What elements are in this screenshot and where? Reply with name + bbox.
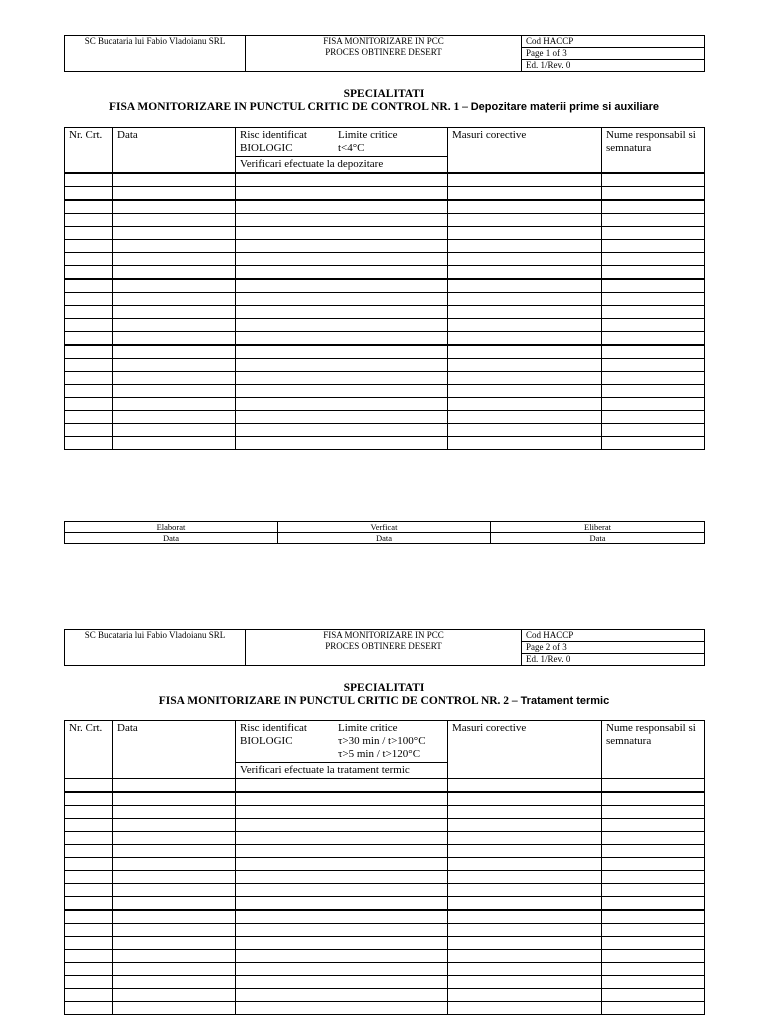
table-row [65,200,705,214]
table-row [65,293,705,306]
col-data: Data [113,721,236,779]
table-cell [113,306,236,319]
table-cell [65,832,113,845]
table-cell [448,306,602,319]
col-responsabil: Nume responsabil si semnatura [602,721,705,779]
limit-value-2: τ>5 min / t>120°C [338,748,421,760]
form-title-line-1: FISA MONITORIZARE IN PCC [323,36,444,46]
table-cell [236,924,448,937]
heading-main: FISA MONITORIZARE IN PUNCTUL CRITIC DE CONTROL NR. 2 – [158,695,521,707]
table-cell [602,976,705,989]
table-cell [236,437,448,450]
table-cell [113,976,236,989]
table-cell [65,897,113,911]
verificat-data: Data [278,533,491,544]
table-cell [448,858,602,871]
table-cell [602,306,705,319]
table-cell [113,385,236,398]
table-cell [65,398,113,411]
table-cell [65,319,113,332]
table-cell [236,884,448,897]
table-cell [602,385,705,398]
table-cell [236,398,448,411]
table-cell [602,871,705,884]
table-cell [602,332,705,346]
table-cell [236,359,448,372]
table-cell [65,437,113,450]
table-row [65,832,705,845]
table-row [65,792,705,806]
table-cell [602,424,705,437]
table-cell [65,910,113,924]
table-cell [236,963,448,976]
table-cell [65,266,113,280]
table-cell [113,332,236,346]
table-cell [448,819,602,832]
verificari-label: Verificari efectuate la tratament termic [236,763,448,779]
table-row [65,1002,705,1015]
table-row [65,385,705,398]
table-cell [65,779,113,793]
table-cell [113,910,236,924]
table-cell [448,989,602,1002]
table-cell [448,372,602,385]
form-heading-2 [0,695,768,708]
table-cell [448,200,602,214]
table-cell [448,411,602,424]
table-cell [448,924,602,937]
monitoring-table-1 [64,127,705,450]
table-row [65,345,705,359]
table-cell [113,963,236,976]
form-title-line-1: FISA MONITORIZARE IN PCC [323,630,444,640]
table-row [65,227,705,240]
table-cell [113,227,236,240]
form-title-line-2: PROCES OBTINERE DESERT [325,47,442,57]
verificari-label: Verificari efectuate la depozitare [236,157,448,174]
table-row [65,871,705,884]
table-cell [236,845,448,858]
table-cell [65,214,113,227]
col-risc [236,128,448,157]
table-cell [236,424,448,437]
table-cell [65,253,113,266]
monitoring-table-2 [64,720,705,1015]
table-cell [236,266,448,280]
table-cell [448,937,602,950]
table-cell [65,372,113,385]
table-cell [113,359,236,372]
table-cell [113,372,236,385]
table-cell [65,200,113,214]
table-row [65,779,705,793]
page-number: Page 2 of 3 [522,642,705,654]
table-cell [65,411,113,424]
table-cell [65,806,113,819]
table-cell [602,950,705,963]
table-cell [113,845,236,858]
table-cell [448,845,602,858]
col-nr: Nr. Crt. [65,721,113,779]
table-cell [602,266,705,280]
table-cell [448,385,602,398]
table-cell [602,819,705,832]
table-cell [602,279,705,293]
table-cell [113,950,236,963]
table-cell [113,319,236,332]
col-risc [236,721,448,763]
table-cell [113,266,236,280]
table-cell [236,279,448,293]
table-row [65,306,705,319]
table-cell [65,858,113,871]
table-cell [448,319,602,332]
table-row [65,819,705,832]
table-cell [113,214,236,227]
table-cell [602,173,705,187]
table-cell [602,253,705,266]
table-cell [236,200,448,214]
table-cell [448,214,602,227]
table-cell [113,989,236,1002]
table-cell [65,359,113,372]
cod-haccp: Cod HACCP [522,36,705,48]
eliberat-data: Data [491,533,705,544]
table-cell [113,437,236,450]
table-cell [448,1002,602,1015]
table-cell [65,845,113,858]
table-row [65,897,705,911]
table-cell [602,832,705,845]
table-cell [65,884,113,897]
table-cell [448,227,602,240]
table-cell [65,306,113,319]
cod-haccp: Cod HACCP [522,630,705,642]
limite-label: Limite critice [338,722,398,734]
table-row [65,950,705,963]
heading-main: FISA MONITORIZARE IN PUNCTUL CRITIC DE CONTROL NR. 1 – [108,101,471,113]
table-cell [236,1002,448,1015]
form-heading-1 [0,101,768,114]
table-cell [65,173,113,187]
table-cell [448,359,602,372]
table-cell [602,937,705,950]
table-cell [113,424,236,437]
table-cell [65,293,113,306]
table-cell [448,424,602,437]
table-cell [602,345,705,359]
table-cell [602,897,705,911]
table-cell [602,779,705,793]
table-cell [65,240,113,253]
table-cell [448,910,602,924]
page-number: Page 1 of 3 [522,48,705,60]
table-cell [448,832,602,845]
table-cell [448,806,602,819]
table-cell [236,293,448,306]
table-cell [236,871,448,884]
table-cell [448,240,602,253]
table-row [65,989,705,1002]
table-cell [113,819,236,832]
col-responsabil: Nume responsabil si semnatura [602,128,705,174]
eliberat-label: Eliberat [491,522,705,533]
table-row [65,253,705,266]
risc-label: Risc identificat [240,129,307,141]
page-header-1 [64,35,705,72]
table-cell [602,806,705,819]
table-row [65,359,705,372]
table-cell [602,293,705,306]
page-header-2 [64,629,705,666]
table-row [65,845,705,858]
table-cell [113,411,236,424]
table-cell [113,279,236,293]
table-cell [448,950,602,963]
col-data: Data [113,128,236,174]
table-cell [602,989,705,1002]
table-cell [602,411,705,424]
table-cell [113,792,236,806]
table-row [65,240,705,253]
section-title-2: SPECIALITATI [343,682,425,694]
table-row [65,398,705,411]
table-cell [65,924,113,937]
table-cell [113,345,236,359]
table-cell [602,200,705,214]
table-cell [236,910,448,924]
table-cell [448,792,602,806]
table-cell [113,187,236,201]
table-cell [236,950,448,963]
table-cell [65,819,113,832]
signature-box [64,521,705,544]
table-cell [602,398,705,411]
table-cell [113,293,236,306]
table-cell [448,173,602,187]
table-cell [448,884,602,897]
table-row [65,924,705,937]
table-cell [65,792,113,806]
table-row [65,884,705,897]
table-cell [602,1002,705,1015]
table-cell [602,319,705,332]
table-cell [602,227,705,240]
table-cell [236,989,448,1002]
table-row [65,937,705,950]
edition: Ed. 1/Rev. 0 [522,654,705,666]
table-cell [236,385,448,398]
table-cell [236,897,448,911]
table-row [65,372,705,385]
table-cell [448,293,602,306]
table-cell [113,253,236,266]
table-cell [602,963,705,976]
table-cell [236,372,448,385]
table-row [65,858,705,871]
table-cell [602,214,705,227]
table-cell [236,214,448,227]
col-nr: Nr. Crt. [65,128,113,174]
table-cell [113,937,236,950]
table-cell [236,306,448,319]
table-cell [113,924,236,937]
table-cell [236,227,448,240]
limit-value-1: τ>30 min / t>100°C [338,735,426,747]
table-cell [113,173,236,187]
table-cell [602,359,705,372]
table-row [65,976,705,989]
table-cell [65,385,113,398]
table-cell [448,871,602,884]
table-cell [65,950,113,963]
company-name: SC Bucataria lui Fabio Vladoianu SRL [65,36,246,72]
risc-label: Risc identificat [240,722,307,734]
table-cell [65,1002,113,1015]
table-row [65,187,705,201]
table-cell [448,976,602,989]
table-cell [236,779,448,793]
table-cell [236,976,448,989]
table-cell [113,884,236,897]
table-cell [602,372,705,385]
table-cell [602,792,705,806]
table-cell [448,897,602,911]
table-cell [113,200,236,214]
heading-emphasis: Tratament termic [520,695,610,707]
table-cell [236,253,448,266]
table-cell [236,411,448,424]
table-cell [236,819,448,832]
table-cell [65,963,113,976]
company-name: SC Bucataria lui Fabio Vladoianu SRL [65,630,246,666]
verificat-label: Verficat [278,522,491,533]
table-cell [236,832,448,845]
table-cell [65,187,113,201]
table-cell [602,187,705,201]
table-cell [602,240,705,253]
table-cell [602,845,705,858]
risc-value: BIOLOGIC [240,735,293,747]
table-cell [65,976,113,989]
table-row [65,411,705,424]
table-cell [448,345,602,359]
table-cell [113,897,236,911]
section-title-1: SPECIALITATI [343,88,425,100]
heading-emphasis: Depozitare materii prime si auxiliare [470,101,660,113]
table-cell [65,227,113,240]
table-cell [113,858,236,871]
table-cell [113,398,236,411]
table-cell [65,332,113,346]
table-cell [602,858,705,871]
table-cell [448,279,602,293]
table-cell [113,240,236,253]
table-cell [236,792,448,806]
table-cell [113,806,236,819]
table-cell [602,884,705,897]
table-cell [602,924,705,937]
table-cell [236,187,448,201]
table-cell [448,266,602,280]
table-cell [113,779,236,793]
limite-label: Limite critice [338,129,398,141]
table-cell [448,253,602,266]
table-cell [236,345,448,359]
table-cell [113,1002,236,1015]
table-row [65,266,705,280]
table-cell [65,989,113,1002]
table-row [65,332,705,346]
form-title [246,36,522,72]
risc-value: BIOLOGIC [240,142,293,154]
table-cell [236,937,448,950]
table-cell [448,332,602,346]
edition: Ed. 1/Rev. 0 [522,60,705,72]
table-cell [602,910,705,924]
table-row [65,806,705,819]
form-title-line-2: PROCES OBTINERE DESERT [325,641,442,651]
table-cell [113,832,236,845]
table-cell [65,424,113,437]
table-cell [65,345,113,359]
table-row [65,319,705,332]
table-row [65,279,705,293]
table-cell [448,437,602,450]
table-cell [236,858,448,871]
table-cell [602,437,705,450]
table-row [65,963,705,976]
table-cell [448,963,602,976]
col-masuri: Masuri corective [448,721,602,779]
table-cell [236,173,448,187]
limit-value: t<4°C [338,142,365,154]
table-cell [113,871,236,884]
elaborat-label: Elaborat [65,522,278,533]
table-cell [236,806,448,819]
table-row [65,437,705,450]
table-row [65,214,705,227]
table-cell [65,937,113,950]
table-cell [448,779,602,793]
table-cell [65,279,113,293]
table-row [65,424,705,437]
table-cell [236,240,448,253]
table-row [65,173,705,187]
table-cell [236,319,448,332]
table-cell [236,332,448,346]
table-row [65,910,705,924]
table-cell [448,187,602,201]
table-cell [65,871,113,884]
elaborat-data: Data [65,533,278,544]
table-cell [448,398,602,411]
form-title [246,630,522,666]
col-masuri: Masuri corective [448,128,602,174]
